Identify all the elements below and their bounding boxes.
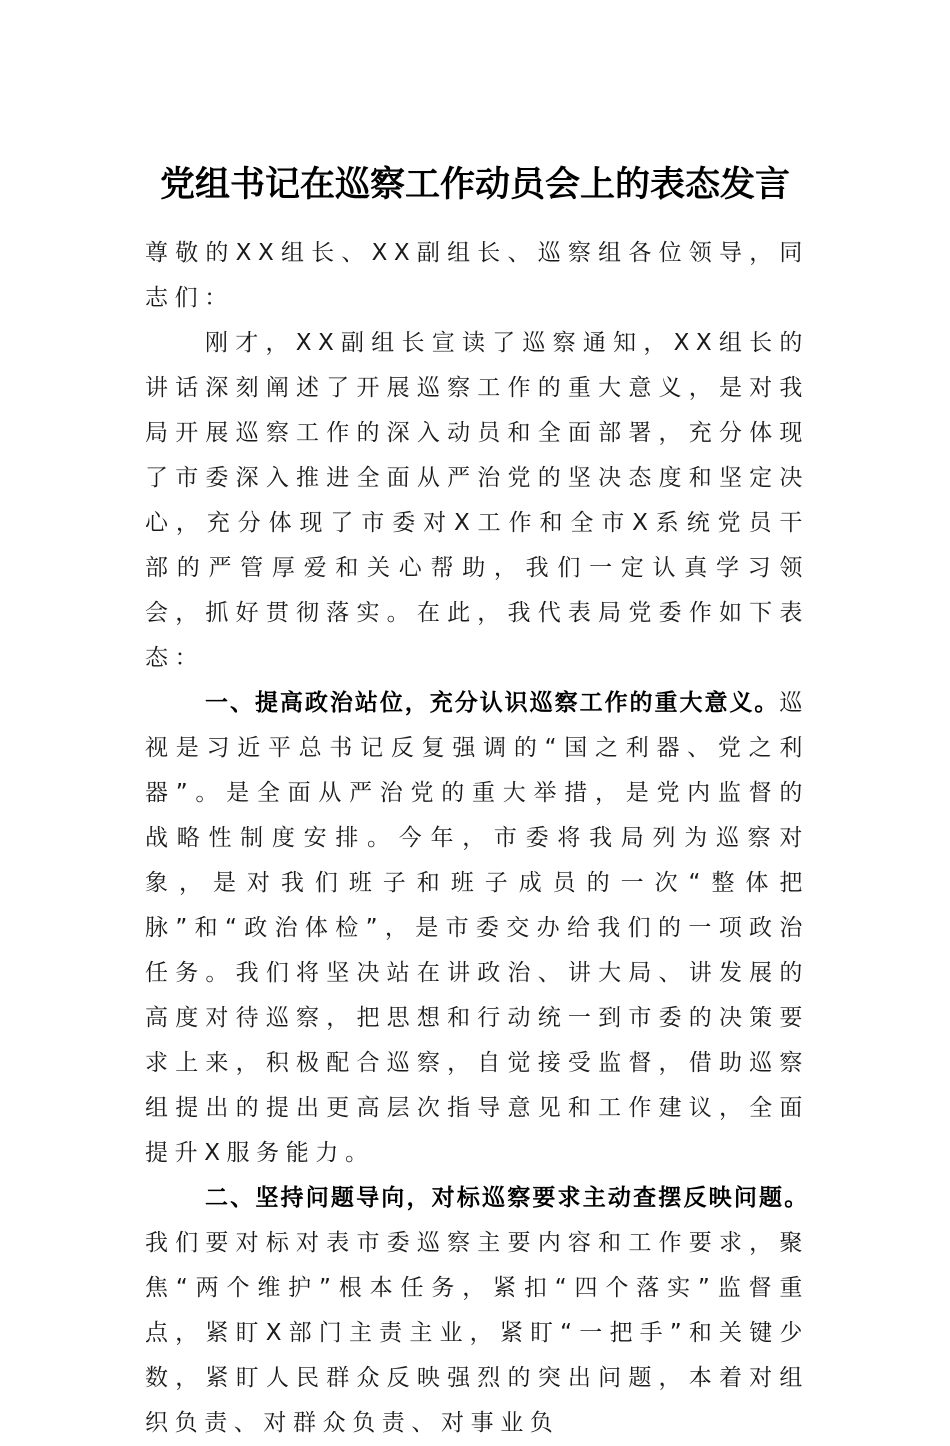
document-title: 党组书记在巡察工作动员会上的表态发言 xyxy=(159,164,790,205)
paragraph-section-2 xyxy=(145,1176,809,1446)
paragraph-text: 巡视是习近平总书记反复强调的“国之利器、党之利器”。是全面从严治党的重大举措，是党内监督的战略性制度安排。今年，市委将我局列为巡察对象，是对我们班子和班子成员的一次“整体把脉”和“政治体检”，是市委交办给我们的一项政治任务。我们将坚决站在讲政治、讲大局、讲发展的高度对待巡察，把思想和行动统一到市委的决策要求上来，积极配合巡察，自觉接受监督，借助巡察组提出的提出更高层次指导意见和工作建议，全面提升X服务能力。 xyxy=(145,690,809,1166)
paragraph-intro xyxy=(145,321,809,681)
paragraph-text: 刚才，XX副组长宣读了巡察通知，XX组长的讲话深刻阐述了开展巡察工作的重大意义，是对我局开展巡察工作的深入动员和全面部署，充分体现了市委深入推进全面从严治党的坚决态度和坚定决心，充分体现了市委对X工作和全市X系统党员干部的严管厚爱和关心帮助，我们一定认真学习领会，抓好贯彻落实。在此，我代表局党委作如下表态： xyxy=(145,330,809,671)
section-heading: 一、提高政治站位，充分认识巡察工作的重大意义。 xyxy=(205,690,780,716)
paragraph-text: 我们要对标对表市委巡察主要内容和工作要求，聚焦“两个维护”根本任务，紧扣“四个落实”监督重点，紧盯X部门主责主业，紧盯“一把手”和关键少数，紧盯人民群众反映强烈的突出问题，本着对组织负责、对群众负责、对事业负 xyxy=(145,1230,809,1436)
paragraph-section-1 xyxy=(145,681,809,1176)
document-body xyxy=(145,231,809,1446)
section-heading: 二、坚持问题导向，对标巡察要求主动查摆反映问题。 xyxy=(205,1185,809,1211)
salutation: 尊敬的XX组长、XX副组长、巡察组各位领导，同志们： xyxy=(145,240,809,311)
